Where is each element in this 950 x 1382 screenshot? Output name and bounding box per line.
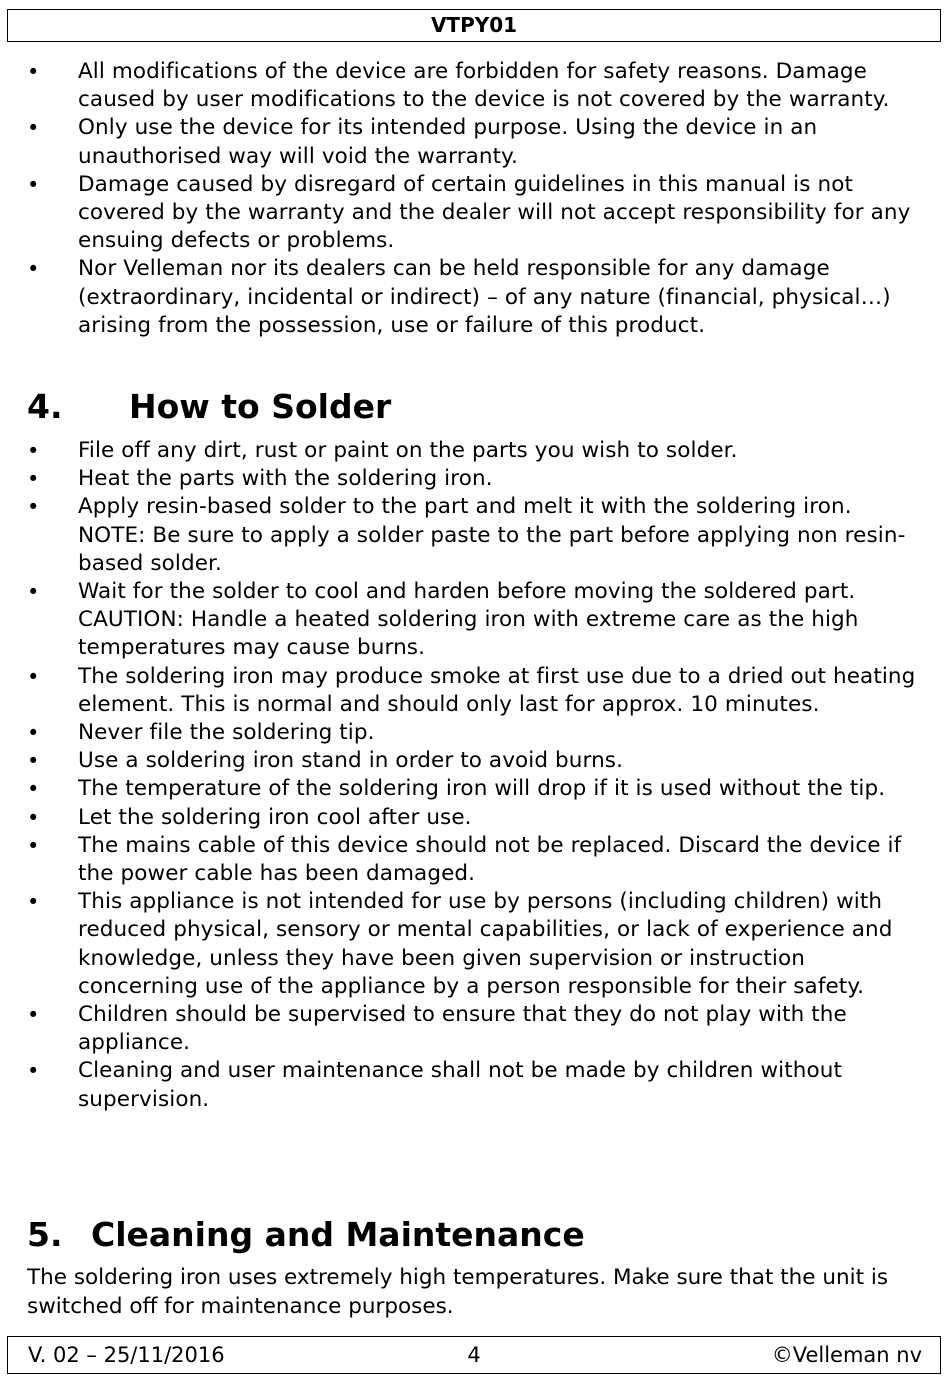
bullet-icon: • bbox=[27, 805, 40, 830]
list-item bbox=[0, 114, 950, 170]
list-item bbox=[0, 663, 950, 719]
list-item-text: This appliance is not intended for use by persons (including children) with reduced physical, sensory or mental capabilities, or lack of experience and knowledge, unless they have been given supervision or instruction concerning use of the appliance by a person responsible for their safety. bbox=[78, 889, 893, 999]
list-item-text: The soldering iron may produce smoke at first use due to a dried out heating element. This is normal and should only last for approx. 10 minutes. bbox=[78, 663, 916, 717]
list-item bbox=[0, 719, 950, 747]
page-footer bbox=[7, 1336, 941, 1374]
list-item bbox=[0, 465, 950, 493]
list-item bbox=[0, 58, 950, 114]
section-heading-how-to-solder bbox=[27, 387, 391, 427]
bullet-icon: • bbox=[27, 116, 40, 141]
list-item-text: Wait for the solder to cool and harden before moving the soldered part. CAUTION: Handle a heated soldering iron with extreme care as the high temperatures may cause burns. bbox=[78, 579, 859, 661]
list-item bbox=[0, 747, 950, 775]
bullet-icon: • bbox=[27, 721, 40, 746]
footer-copyright: ©Velleman nv bbox=[771, 1343, 922, 1367]
bullet-icon: • bbox=[27, 1003, 40, 1028]
bullet-icon: • bbox=[27, 833, 40, 858]
bullet-icon: • bbox=[27, 777, 40, 802]
list-item-text: Damage caused by disregard of certain guidelines in this manual is not covered by the warranty and the dealer will not accept responsibility for any ensuing defects or problems. bbox=[78, 171, 911, 254]
list-item bbox=[0, 578, 950, 663]
safety-list bbox=[0, 58, 950, 340]
list-item bbox=[0, 171, 950, 256]
list-item bbox=[0, 1001, 950, 1057]
section-title: Cleaning and Maintenance bbox=[91, 1215, 585, 1254]
section-number: 4. bbox=[27, 387, 63, 426]
list-item-text: Nor Velleman nor its dealers can be held responsible for any damage (extraordinary, incidental or indirect) – of any nature (financial, physical…) arising from the possession, use or failure of this product. bbox=[78, 256, 891, 338]
footer-page-number: 4 bbox=[467, 1343, 481, 1367]
bullet-icon: • bbox=[27, 439, 40, 463]
list-item bbox=[0, 1057, 950, 1113]
list-item bbox=[0, 888, 950, 1001]
list-item bbox=[0, 255, 950, 340]
list-item-text: File off any dirt, rust or paint on the parts you wish to solder. bbox=[78, 438, 738, 463]
list-item-text: Cleaning and user maintenance shall not be made by children without supervision. bbox=[78, 1058, 842, 1112]
list-item-text: The mains cable of this device should not be replaced. Discard the device if the power cable has been damaged. bbox=[78, 832, 902, 887]
list-item-text: All modifications of the device are forbidden for safety reasons. Damage caused by user modifications to the device is not covered by the warranty. bbox=[78, 59, 890, 113]
bullet-icon: • bbox=[27, 257, 40, 282]
list-item-text: Children should be supervised to ensure that they do not play with the appliance. bbox=[78, 1002, 847, 1056]
cleaning-paragraph: The soldering iron uses extremely high temperatures. Make sure that the unit is switched off for maintenance purposes. bbox=[27, 1265, 889, 1319]
bullet-icon: • bbox=[27, 495, 40, 520]
list-item-text: Only use the device for its intended purpose. Using the device in an unauthorised way will void the warranty. bbox=[78, 115, 818, 169]
solder-steps-list bbox=[0, 437, 950, 1114]
bullet-icon: • bbox=[27, 60, 40, 84]
list-item-text: Apply resin-based solder to the part and melt it with the soldering iron. NOTE: Be sure to apply a solder paste to the part before applying non resin-based solder. bbox=[78, 494, 906, 576]
bullet-icon: • bbox=[27, 890, 40, 915]
list-item-text: The temperature of the soldering iron will drop if it is used without the tip. bbox=[78, 776, 886, 802]
list-item bbox=[0, 775, 950, 803]
list-item-text: Never file the soldering tip. bbox=[78, 720, 375, 746]
header-title: VTPY01 bbox=[430, 13, 518, 37]
section-number: 5. bbox=[27, 1215, 63, 1254]
section-heading-cleaning-maintenance bbox=[27, 1215, 585, 1255]
bullet-icon: • bbox=[27, 664, 40, 689]
bullet-icon: • bbox=[27, 467, 40, 492]
list-item-text: Let the soldering iron cool after use. bbox=[78, 804, 472, 830]
bullet-icon: • bbox=[27, 1059, 40, 1084]
list-item bbox=[0, 804, 950, 832]
list-item bbox=[0, 493, 950, 578]
bullet-icon: • bbox=[27, 749, 40, 774]
list-item bbox=[0, 832, 950, 888]
footer-version: V. 02 – 25/11/2016 bbox=[28, 1343, 225, 1367]
page-header bbox=[7, 9, 941, 42]
section-title: How to Solder bbox=[129, 387, 392, 426]
list-item-text: Heat the parts with the soldering iron. bbox=[78, 466, 493, 492]
list-item bbox=[0, 437, 950, 465]
list-item-text: Use a soldering iron stand in order to avoid burns. bbox=[78, 748, 624, 774]
bullet-icon: • bbox=[27, 172, 40, 197]
bullet-icon: • bbox=[27, 580, 40, 605]
